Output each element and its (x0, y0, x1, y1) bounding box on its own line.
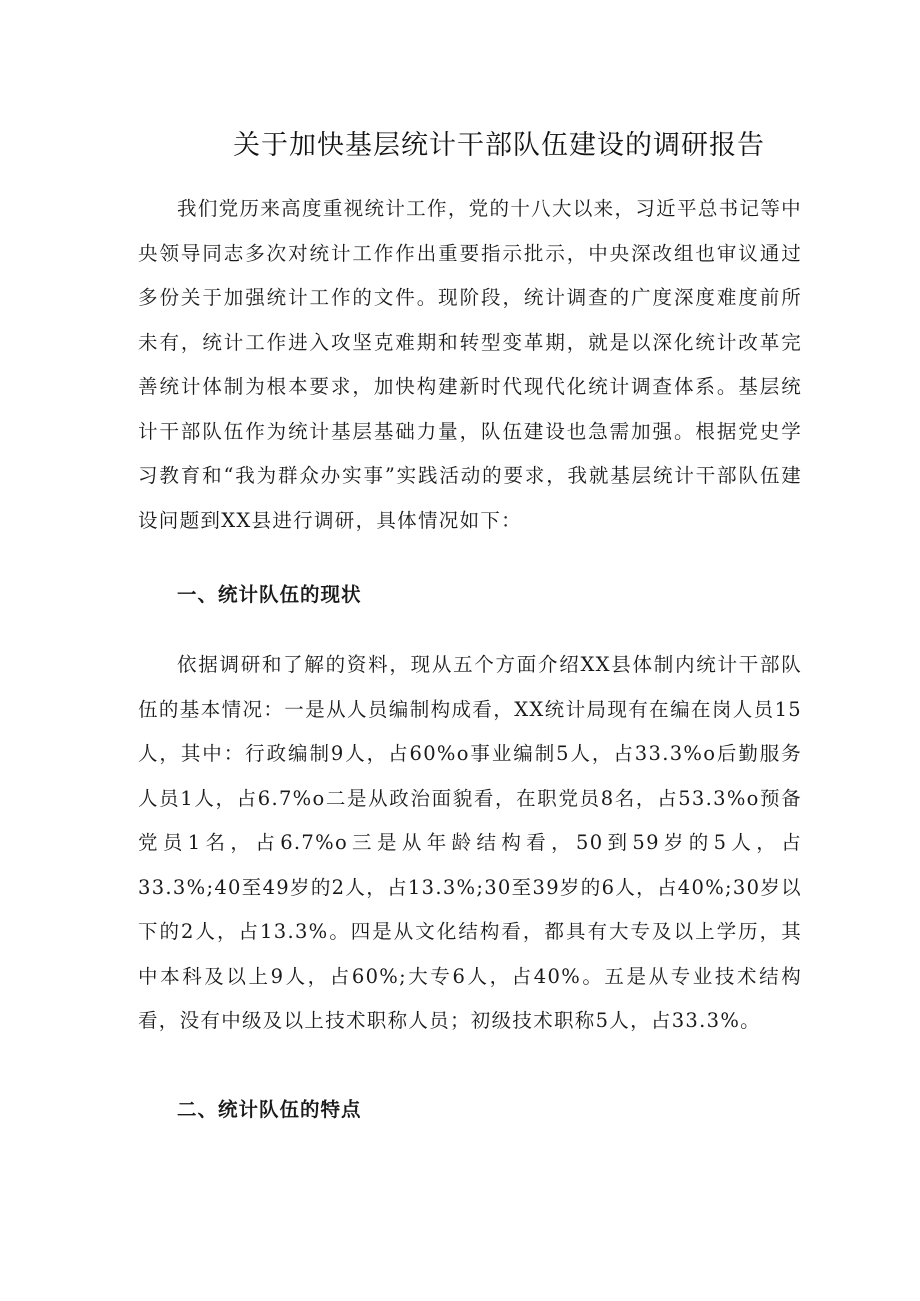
section-heading-features: 二、统计队伍的特点 (177, 1097, 362, 1121)
section-status-paragraph: 依据调研和了解的资料，现从五个方面介绍XX县体制内统计干部队伍的基本情况：一是从人员编制构成看，XX统计局现有在编在岗人员15人，其中：行政编制9人，占60%o事业编制5人，占33.3%o后勤服务人员1人，占6.7%o二是从政治面貌看，在职党员8名，占53.3%o预备党员1名，占6.7%o三是从年龄结构看，50到59岁的5人，占33.3%;40至49岁的2人，占13.3%;30至39岁的6人，占40%;30岁以下的2人，占13.3%。四是从文化结构看，都具有大专及以上学历，其中本科及以上9人，占60%;大专6人，占40%。五是从专业技术结构看，没有中级及以上技术职称人员；初级技术职称5人，占33.3%。 (138, 653, 802, 1032)
document-title: 关于加快基层统计干部队伍建设的调研报告 (233, 130, 765, 161)
intro-paragraph: 我们党历来高度重视统计工作，党的十八大以来，习近平总书记等中央领导同志多次对统计工作作出重要指示批示，中央深改组也审议通过多份关于加强统计工作的文件。现阶段，统计调查的广度深度难度前所未有，统计工作进入攻坚克难期和转型变革期，就是以深化统计改革完善统计体制为根本要求，加快构建新时代现代化统计调查体系。基层统计干部队伍作为统计基层基础力量，队伍建设也急需加强。根据党史学习教育和“我为群众办实事”实践活动的要求，我就基层统计干部队伍建设问题到XX县进行调研，具体情况如下： (138, 197, 802, 532)
section-heading-status: 一、统计队伍的现状 (177, 583, 362, 606)
